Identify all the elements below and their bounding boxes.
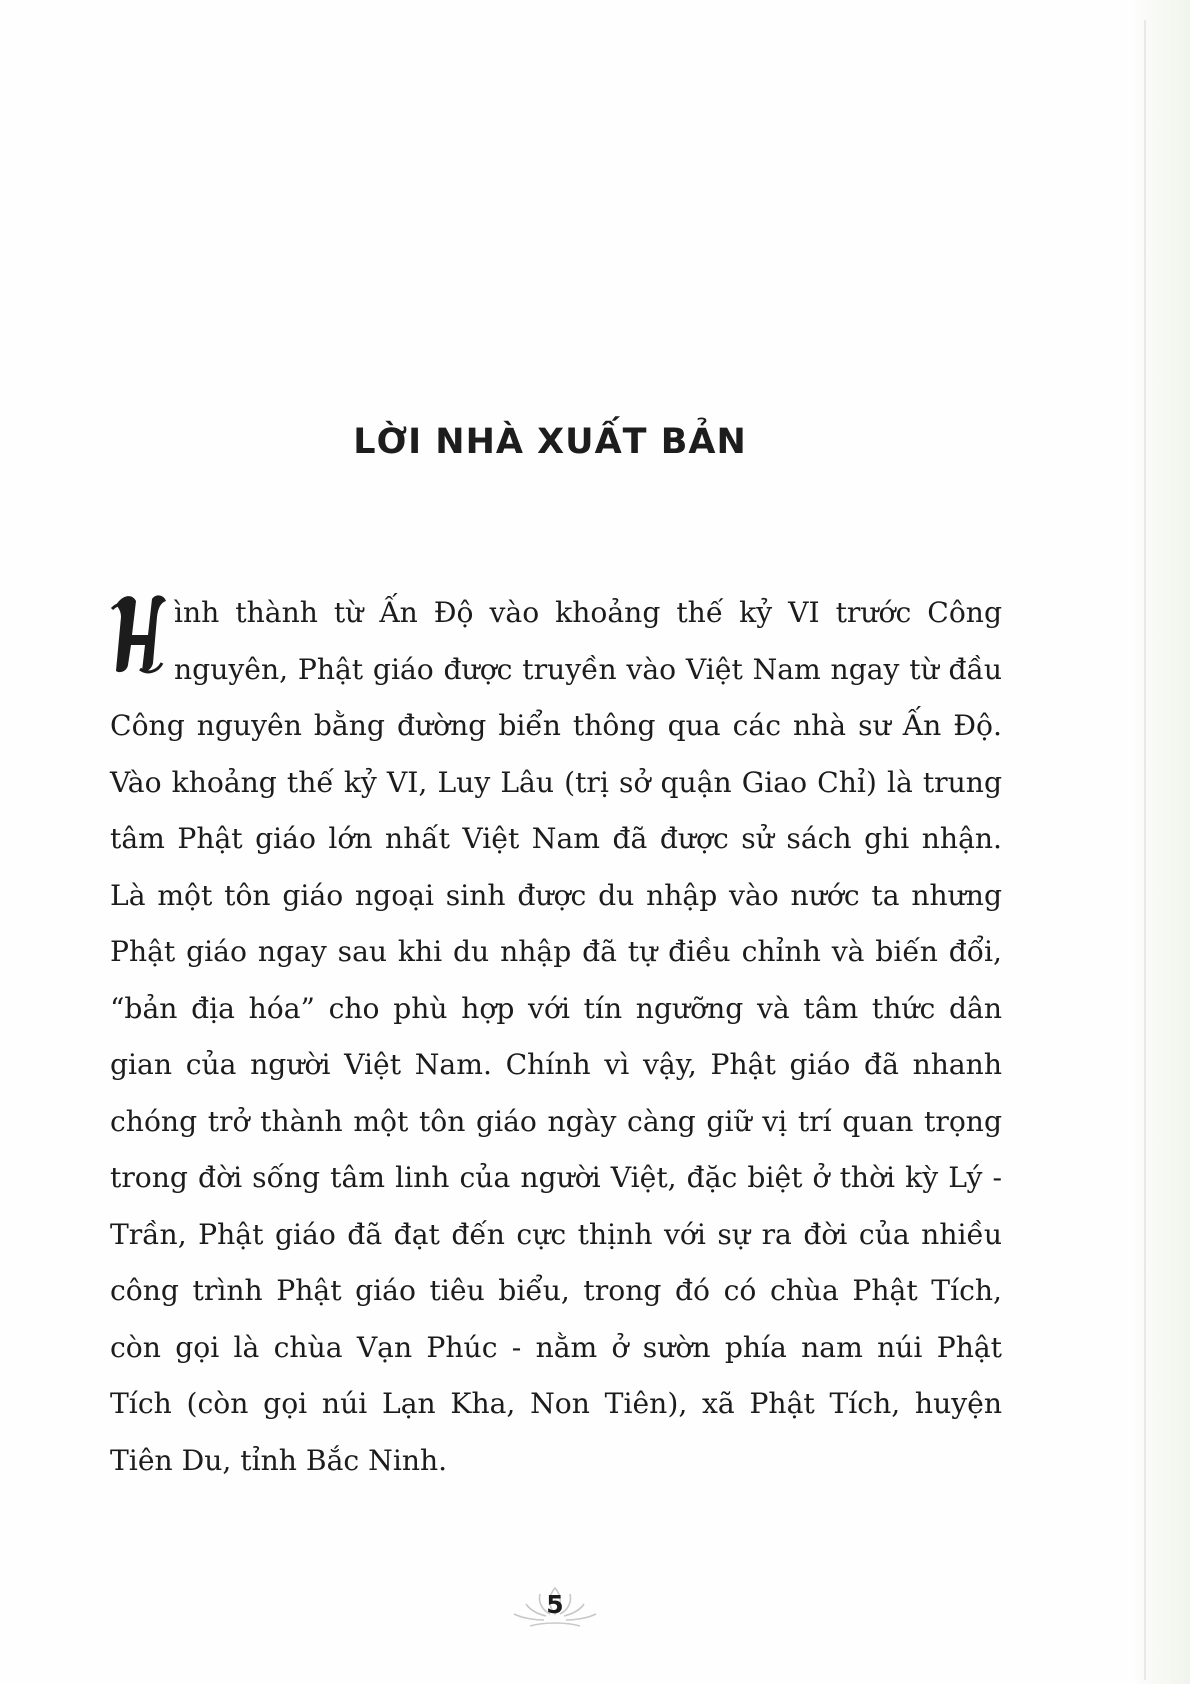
dropcap-h-glyph [110, 591, 168, 675]
page-edge-shadow [1130, 0, 1190, 1684]
page-number-ornament [500, 1580, 610, 1636]
page-edge-line [1144, 20, 1146, 1680]
body-text: ình thành từ Ấn Độ vào khoảng thế kỷ VI trước Công nguyên, Phật giáo được truyền vào Việt Nam ngay từ đầu Công nguyên bằng đường biển thông qua các nhà sư Ấn Độ. Vào khoảng thế kỷ VI, Luy Lâu (trị sở quận Giao Chỉ) là trung tâm Phật giáo lớn nhất Việt Nam đã được sử sách ghi nhận. Là một tôn giáo ngoại sinh được du nhập vào nước ta nhưng Phật giáo ngay sau khi du nhập đã tự điều chỉnh và biến đổi, “bản địa hóa” cho phù hợp với tín ngưỡng và tâm thức dân gian của người Việt Nam. Chính vì vậy, Phật giáo đã nhanh chóng trở thành một tôn giáo ngày càng giữ vị trí quan trọng trong đời sống tâm linh của người Việt, đặc biệt ở thời kỳ Lý - Trần, Phật giáo đã đạt đến cực thịnh với sự ra đời của nhiều công trình Phật giáo tiêu biểu, trong đó có chùa Phật Tích, còn gọi là chùa Vạn Phúc - nằm ở sườn phía nam núi Phật Tích (còn gọi núi Lạn Kha, Non Tiên), xã Phật Tích, huyện Tiên Du, tỉnh Bắc Ninh. [110, 596, 1002, 1477]
dropcap-h [110, 591, 168, 675]
page-number: 5 [546, 1590, 564, 1619]
body-paragraph [110, 585, 1002, 1489]
page-title: LỜI NHÀ XUẤT BẢN [353, 422, 747, 462]
